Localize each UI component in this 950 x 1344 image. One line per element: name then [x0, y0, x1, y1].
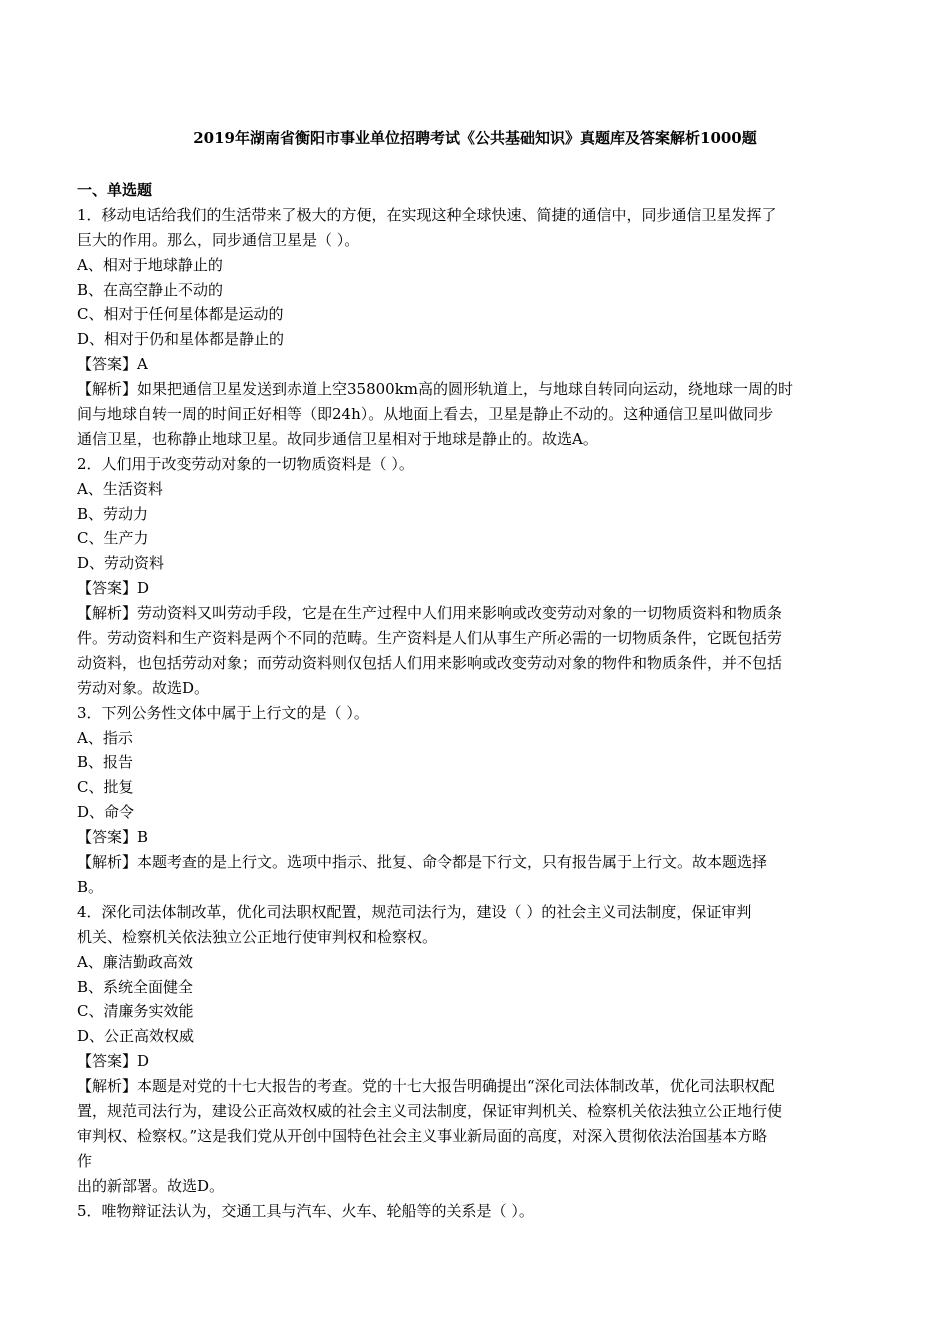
question-block — [77, 203, 877, 452]
question-block — [77, 900, 877, 1199]
answer-analysis: 件。劳动资料和生产资料是两个不同的范畴。生产资料是人们从事生产所必需的一切物质条件，它既包括劳 — [77, 629, 783, 648]
answer-analysis: 【解析】本题考查的是上行文。选项中指示、批复、命令都是下行文，只有报告属于上行文。故本题选择 — [77, 853, 768, 872]
question-stem: 3．下列公务性文体中属于上行文的是（ ）。 — [77, 703, 369, 722]
question-stem: 1．移动电话给我们的生活带来了极大的方便，在实现这种全球快速、简捷的通信中，同步通信卫星发挥了 — [77, 205, 777, 224]
answer-analysis: 审判权、检察权。”这是我们党从开创中国特色社会主义事业新局面的高度，对深入贯彻依法治国基本方略 — [77, 1126, 768, 1145]
answer-option: C、清廉务实效能 — [77, 1002, 194, 1021]
answer-option: C、生产力 — [77, 529, 149, 548]
answer-analysis: 出的新部署。故选D。 — [77, 1176, 225, 1195]
answer-option: A、指示 — [77, 728, 133, 747]
answer-analysis: 间与地球自转一周的时间正好相等（即24h）。从地面上看去，卫星是静止不动的。这种通信卫星叫做同步 — [77, 405, 774, 424]
answer-analysis: 劳动对象。故选D。 — [77, 678, 210, 697]
question-stem: 巨大的作用。那么，同步通信卫星是（ ）。 — [77, 230, 360, 249]
document-title: 2019年湖南省衡阳市事业单位招聘考试《公共基础知识》真题库及答案解析1000题 — [193, 129, 757, 147]
answer-option: B、报告 — [77, 753, 134, 772]
answer-analysis: 【解析】如果把通信卫星发送到赤道上空35800km高的圆形轨道上，与地球自转同向运动，绕地球一周的时 — [77, 380, 794, 399]
document-body — [77, 178, 877, 1223]
answer-analysis: 作 — [77, 1151, 93, 1170]
answer-option: A、廉洁勤政高效 — [77, 952, 193, 971]
answer-option: D、命令 — [77, 803, 135, 822]
question-block — [77, 452, 877, 701]
question-block — [77, 1199, 877, 1224]
answer-option: A、相对于地球静止的 — [77, 255, 223, 274]
answer-key: 【答案】D — [77, 579, 150, 598]
answer-option: C、批复 — [77, 778, 134, 797]
answer-analysis: 【解析】劳动资料又叫劳动手段，它是在生产过程中人们用来影响或改变劳动对象的一切物质资料和物质条 — [77, 604, 783, 623]
question-stem: 机关、检察机关依法独立公正地行使审判权和检察权。 — [77, 927, 438, 946]
answer-option: D、公正高效权威 — [77, 1027, 195, 1046]
question-stem: 2．人们用于改变劳动对象的一切物质资料是（ ）。 — [77, 454, 414, 473]
answer-analysis: B。 — [77, 877, 104, 896]
answer-option: D、劳动资料 — [77, 554, 165, 573]
answer-key: 【答案】B — [77, 828, 149, 847]
answer-option: A、生活资料 — [77, 479, 163, 498]
answer-analysis: 动资料，也包括劳动对象；而劳动资料则仅包括人们用来影响或改变劳动对象的物件和物质条件，并不包括 — [77, 653, 783, 672]
question-block — [77, 701, 877, 900]
question-stem: 5．唯物辩证法认为，交通工具与汽车、火车、轮船等的关系是（ ）。 — [77, 1201, 534, 1220]
answer-option: C、相对于任何星体都是运动的 — [77, 305, 284, 324]
answer-option: B、在高空静止不动的 — [77, 280, 224, 299]
answer-key: 【答案】D — [77, 1052, 150, 1071]
answer-key: 【答案】A — [77, 355, 148, 374]
answer-option: B、系统全面健全 — [77, 977, 194, 996]
question-stem: 4．深化司法体制改革，优化司法职权配置，规范司法行为，建设（ ）的社会主义司法制度，保证审判 — [77, 902, 752, 921]
answer-analysis: 通信卫星，也称静止地球卫星。故同步通信卫星相对于地球是静止的。故选A。 — [77, 429, 598, 448]
question-list — [77, 203, 877, 1224]
section-heading: 一、单选题 — [77, 181, 153, 199]
answer-analysis: 置，规范司法行为，建设公正高效权威的社会主义司法制度，保证审判机关、检察机关依法独立公正地行使 — [77, 1101, 783, 1120]
answer-option: B、劳动力 — [77, 504, 149, 523]
answer-analysis: 【解析】本题是对党的十七大报告的考查。党的十七大报告明确提出“深化司法体制改革，优化司法职权配 — [77, 1077, 775, 1096]
answer-option: D、相对于仍和星体都是静止的 — [77, 330, 285, 349]
